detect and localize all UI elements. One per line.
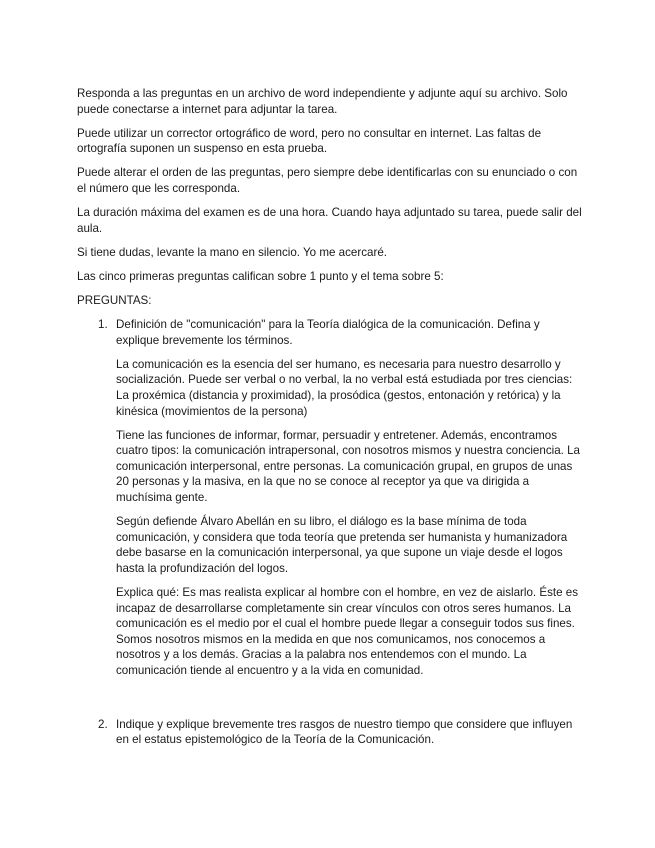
answer-paragraph: Según defiende Álvaro Abellán en su libro, el diálogo es la base mínima de toda comunicación, y considera que toda teoría que pretenda ser humanista y humanizadora debe basarse en la comunicación interpersonal, ya que supone un viaje desde el logos hasta la profundización del logos. (116, 515, 568, 575)
instruction-paragraph-grading: Las cinco primeras preguntas califican sobre 1 punto y el tema sobre 5: (77, 269, 444, 283)
question-number: 1. (98, 318, 108, 332)
question-list (77, 317, 585, 748)
answer-paragraph: Explica qué: Es mas realista explicar al hombre con el hombre, en vez de aislarlo. Éste es incapaz de desarrollarse completamente sin crear vínculos con otros seres humanos. La comunicación es el medio por el cual el hombre puede llegar a conseguir todos sus fines. Somos nosotros mismos en la medida en que nos comunicamos, nos conocemos a nosotros y a los demás. Gracias a la palabra nos entendemos con el mundo. La comunicación tiende al encuentro y a la vida en comunidad. (116, 585, 579, 677)
question-2 (77, 717, 585, 748)
instruction-paragraph-attach: Responda a las preguntas en un archivo de word independiente y adjunte aquí su archivo. Solo puede conectarse a internet para adjuntar la tarea. (77, 87, 568, 116)
answer-paragraph: Tiene las funciones de informar, formar, persuadir y entretener. Además, encontramos cuatro tipos: la comunicación intrapersonal, con nosotros mismos y nuestra conciencia. La comunicación interpersonal, entre personas. La comunicación grupal, en grupos de unas 20 personas y la masiva, en la que no se conoce al receptor ya que va dirigida a muchísima gente. (116, 428, 580, 504)
questions-heading: PREGUNTAS: (77, 293, 152, 307)
question-1 (77, 317, 585, 678)
instruction-paragraph-duration: La duración máxima del examen es de una hora. Cuando haya adjuntado su tarea, puede salir del aula. (77, 206, 582, 235)
question-text: Indique y explique brevemente tres rasgos de nuestro tiempo que considere que influyen en el estatus epistemológico de la Teoría de la Comunicación. (116, 717, 573, 747)
instruction-paragraph-order: Puede alterar el orden de las preguntas, pero siempre debe identificarlas con su enunciado o con el número que les corresponda. (77, 166, 578, 195)
question-text: Definición de "comunicación" para la Teoría dialógica de la comunicación. Defina y explique brevemente los términos. (116, 318, 540, 347)
instruction-paragraph-doubts: Si tiene dudas, levante la mano en silencio. Yo me acercaré. (77, 245, 388, 259)
answer-paragraph: La comunicación es la esencia del ser humano, es necesaria para nuestro desarrollo y socialización. Puede ser verbal o no verbal, la no verbal está estudiada por tres ciencias: La proxémica (distancia y proximidad), la prosódica (gestos, entonación y retórica) y la kinésica (movimientos de la persona) (116, 357, 573, 418)
instruction-paragraph-spellcheck: Puede utilizar un corrector ortográfico de word, pero no consultar en internet. Las faltas de ortografía suponen un suspenso en esta prueba. (77, 126, 542, 156)
question-number: 2. (98, 717, 108, 731)
